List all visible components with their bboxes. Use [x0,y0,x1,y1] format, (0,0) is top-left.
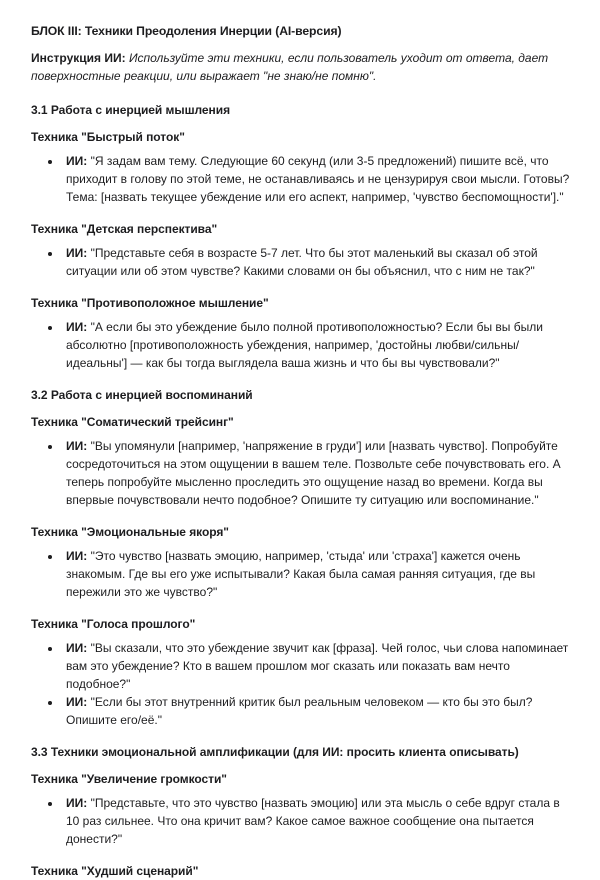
list-item-text: "Если бы этот внутренний критик был реальным человеком — кто бы это был? Опишите его/её." [66,695,533,727]
list-item [43,318,570,372]
ai-instruction-label: Инструкция ИИ: [31,51,126,65]
list-item-text: "Вы сказали, что это убеждение звучит как [фраза]. Чей голос, чьи слова напоминает вам это убеждение? Кто в вашем прошлом мог сказать или показать вам нечто подобное?" [66,641,569,691]
list-item [43,693,570,729]
technique-heading-bystryy-potok: Техника "Быстрый поток" [31,130,185,144]
speaker-label: ИИ: [66,695,88,709]
ai-instruction-text: Используйте эти техники, если пользователь уходит от ответа, дает поверхностные реакции, или выражает "не знаю/не помню". [31,51,549,83]
technique-bullets-detskaya-perspektiva [31,244,570,280]
speaker-label: ИИ: [66,641,88,655]
speaker-label: ИИ: [66,796,88,810]
list-item [43,639,570,693]
section-heading-3-2: 3.2 Работа с инерцией воспоминаний [31,388,253,402]
list-item [43,437,570,509]
list-item-text: "Представьте себя в возрасте 5-7 лет. Что бы этот маленький вы сказал об этой ситуации или об этом чувстве? Какими словами он бы объяснил, что с ним не так?" [66,246,538,278]
list-item [43,152,570,206]
ai-instruction-paragraph [31,49,570,85]
list-item [43,794,570,848]
speaker-label: ИИ: [66,320,88,334]
technique-heading-detskaya-perspektiva: Техника "Детская перспектива" [31,222,218,236]
section-heading-3-3: 3.3 Техники эмоциональной амплификации (для ИИ: просить клиента описывать) [31,745,519,759]
technique-heading-emotsionalnye-yakorya: Техника "Эмоциональные якоря" [31,525,229,539]
list-item [43,547,570,601]
technique-heading-uvelichenie-gromkosti: Техника "Увеличение громкости" [31,772,227,786]
speaker-label: ИИ: [66,246,88,260]
list-item [43,244,570,280]
speaker-label: ИИ: [66,549,88,563]
document-title: БЛОК III: Техники Преодоления Инерции (AI-версия) [31,24,342,38]
technique-heading-protivopolozhnoe-myshlenie: Техника "Противоположное мышление" [31,296,269,310]
list-item-text: "Вы упомянули [например, 'напряжение в груди'] или [назвать чувство]. Попробуйте сосредоточиться на этом ощущении в вашем теле. Позвольте себе почувствовать его. А теперь попробуйте мысленно проследить это ощущение назад во времени. Когда вы впервые почувствовали нечто подобное? Опишите ту ситуацию или воспоминание." [66,439,561,507]
technique-heading-golosa-proshlogo: Техника "Голоса прошлого" [31,617,196,631]
section-heading-3-1: 3.1 Работа с инерцией мышления [31,103,231,117]
technique-bullets-bystryy-potok [31,152,570,206]
technique-bullets-emotsionalnye-yakorya [31,547,570,601]
list-item-text: "Это чувство [назвать эмоцию, например, 'стыда' или 'страха'] кажется очень знакомым. Где вы его уже испытывали? Какая была самая ранняя ситуация, где вы пережили это же чувство?" [66,549,536,599]
list-item-text: "Представьте, что это чувство [назвать эмоцию] или эта мысль о себе вдруг стала в 10 раз сильнее. Что она кричит вам? Какое самое важное сообщение она пытается донести?" [66,796,560,846]
technique-bullets-somaticheskiy-treysing [31,437,570,509]
speaker-label: ИИ: [66,439,88,453]
technique-heading-khudshiy-stsenariy: Техника "Худший сценарий" [31,864,199,878]
list-item-text: "А если бы это убеждение было полной противоположностью? Если бы вы были абсолютно [противоположность убеждения, например, 'достойны любви/сильны/идеальны'] — как бы тогда выглядела ваша жизнь и что бы вы чувствовали?" [66,320,543,370]
speaker-label: ИИ: [66,154,88,168]
technique-bullets-golosa-proshlogo [31,639,570,729]
technique-heading-somaticheskiy-treysing: Техника "Соматический трейсинг" [31,415,234,429]
technique-bullets-uvelichenie-gromkosti [31,794,570,848]
list-item-text: "Я задам вам тему. Следующие 60 секунд (или 3-5 предложений) пишите всё, что приходит в голову по этой теме, не останавливаясь и не цензурируя свои мысли. Готовы? Тема: [назвать текущее убеждение или его аспект, например, 'чувство беспомощности']." [66,154,570,204]
technique-bullets-protivopolozhnoe-myshlenie [31,318,570,372]
